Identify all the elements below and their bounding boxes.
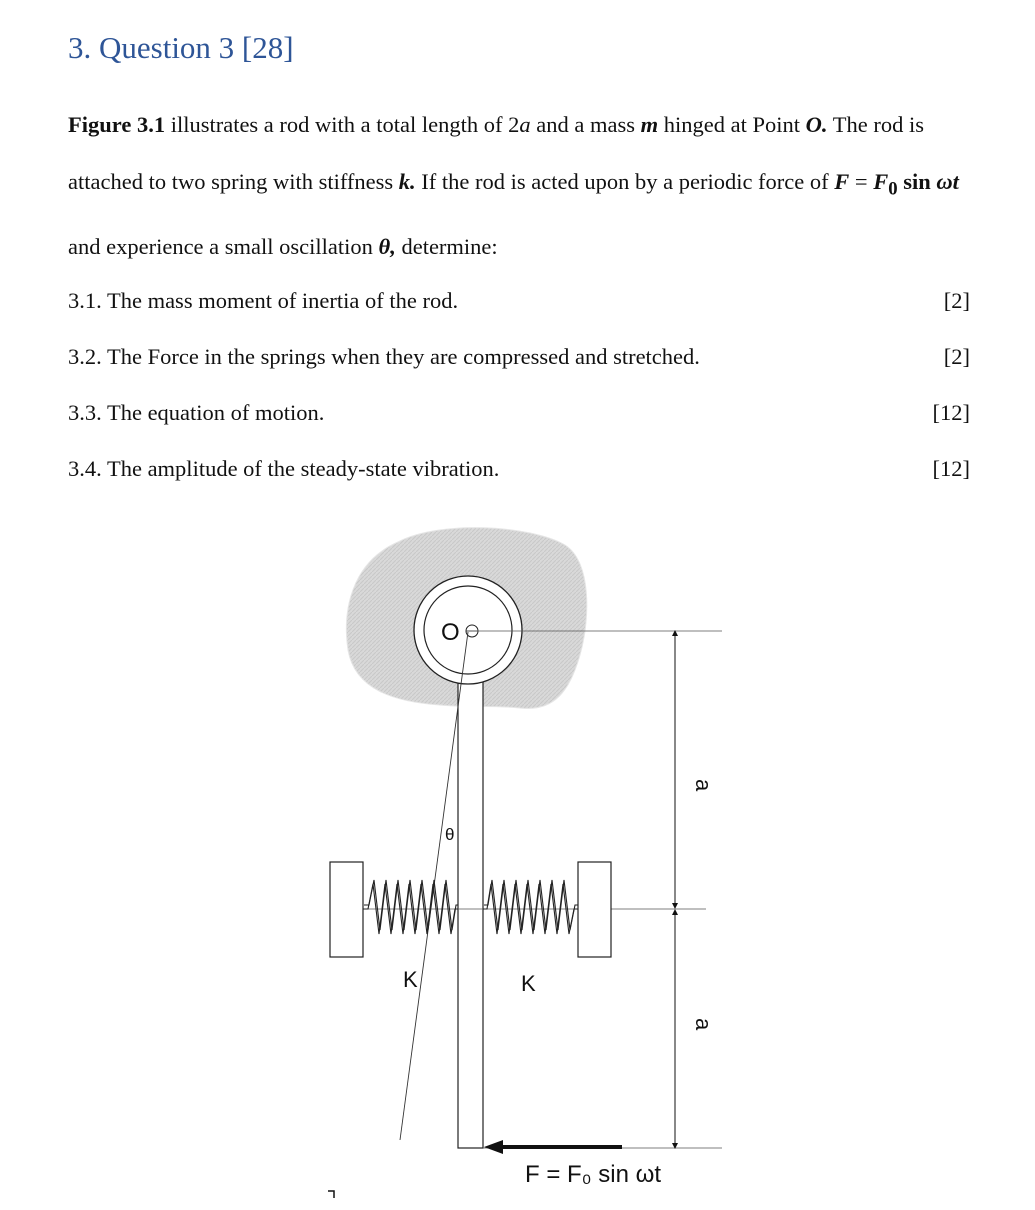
left-wall xyxy=(330,862,363,957)
intro-text-7: determine: xyxy=(395,233,498,259)
figure-reference: Figure 3.1 xyxy=(68,112,166,137)
intro-text-4: The rod is attached to two spring with stiffness xyxy=(68,112,924,194)
var-a: a xyxy=(519,112,531,137)
intro-text-5: If the rod is acted upon by a periodic force of xyxy=(415,169,835,194)
intro-text-1: illustrates a rod with a total length of 2 xyxy=(165,112,520,137)
stray-mark xyxy=(328,1191,334,1198)
force-label: F = F₀ sin ωt xyxy=(525,1161,662,1188)
intro-text-3: hinged at Point xyxy=(658,112,806,137)
var-theta: θ, xyxy=(378,233,396,259)
var-f0: F xyxy=(873,169,889,194)
sub-question-marks: [2] xyxy=(943,344,970,369)
var-f0-subscript: 0 xyxy=(888,178,898,200)
sub-question-text: 3.4. The amplitude of the steady-state vibration. xyxy=(68,456,500,481)
sub-question-text: 3.2. The Force in the springs when they are compressed and stretched. xyxy=(68,344,700,369)
theta-label: θ xyxy=(445,825,455,844)
sub-question-marks: [2] xyxy=(943,288,970,313)
intro-equals: = xyxy=(849,169,874,194)
sub-question-marks: [12] xyxy=(932,456,970,481)
right-wall xyxy=(578,862,611,957)
sub-question-text: 3.1. The mass moment of inertia of the rod. xyxy=(68,288,459,313)
var-omega-t: ωt xyxy=(936,169,959,194)
sin-function: sin xyxy=(897,169,937,194)
var-o: O. xyxy=(805,112,828,137)
spring-right-label: K xyxy=(521,971,536,996)
var-m: m xyxy=(640,112,659,137)
question-heading: 3. Question 3 [28] xyxy=(68,30,294,65)
intro-text-2: and a mass xyxy=(530,112,641,137)
dim-lower-label: a xyxy=(691,1018,716,1031)
sub-question-text: 3.3. The equation of motion. xyxy=(68,400,325,425)
intro-text-6: and experience a small oscillation xyxy=(68,233,379,259)
hinge-label: O xyxy=(441,619,460,646)
var-f: F xyxy=(834,169,850,194)
sub-question-marks: [12] xyxy=(932,400,970,425)
spring-left-label: K xyxy=(403,967,418,992)
rod xyxy=(458,680,483,1148)
var-k: k. xyxy=(398,169,416,194)
dim-upper-label: a xyxy=(691,779,716,792)
